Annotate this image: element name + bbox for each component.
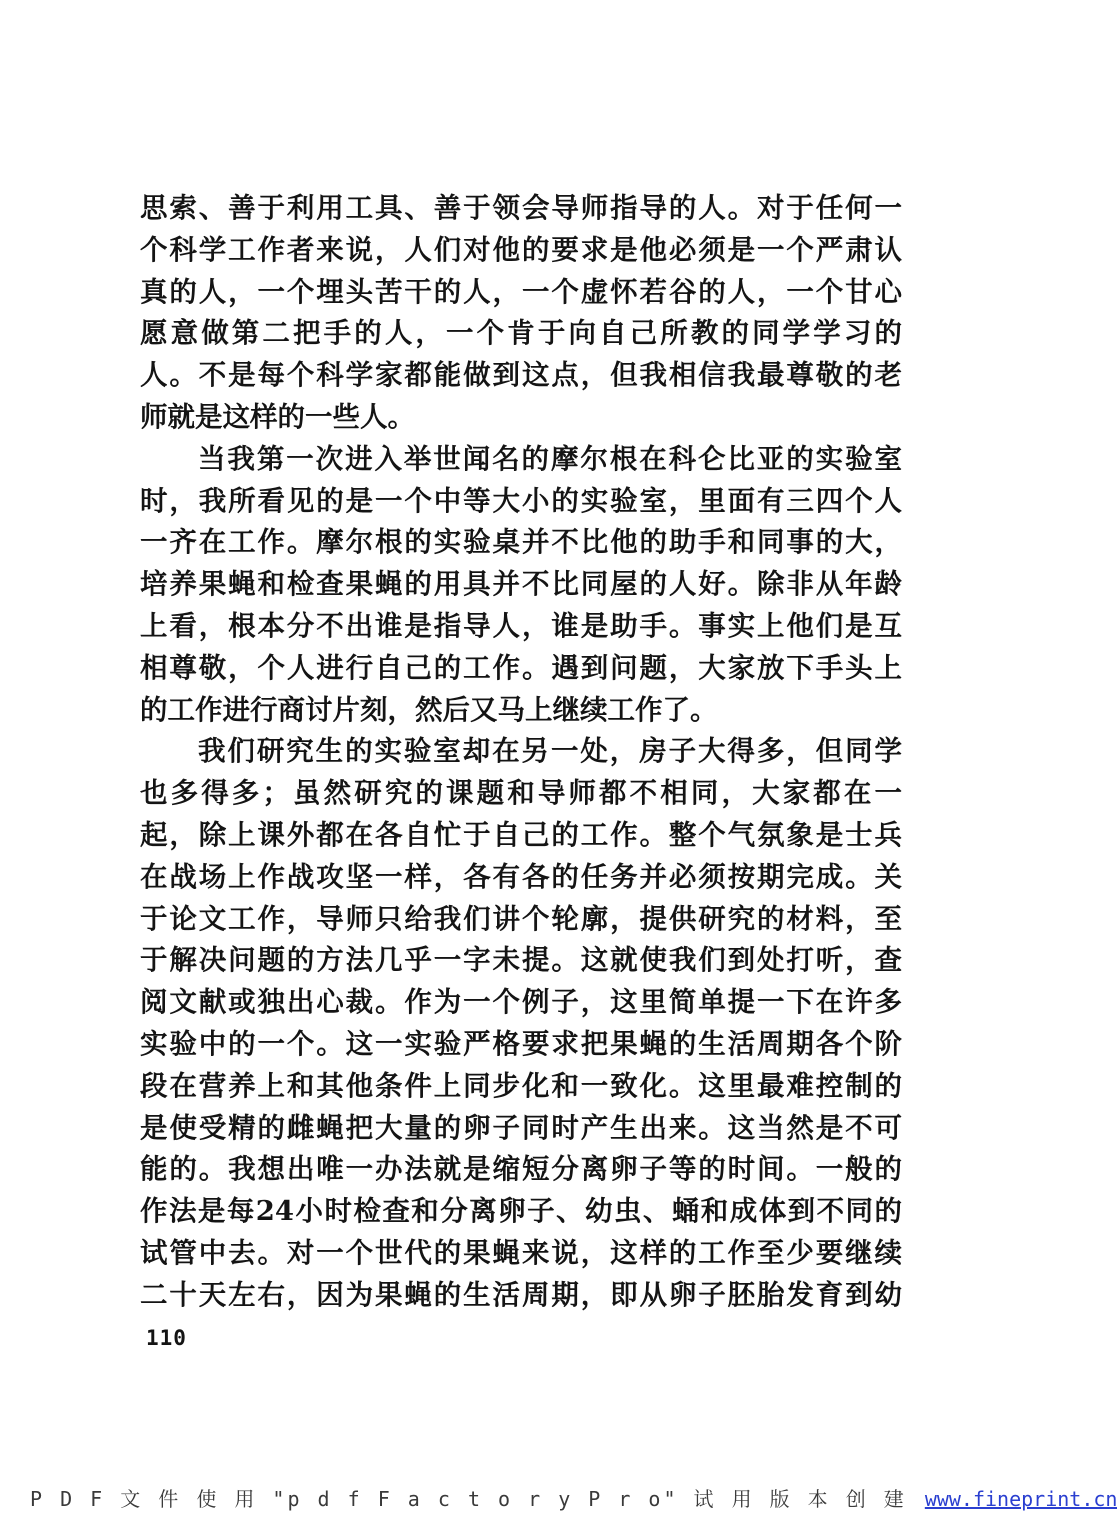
text-line: 在战场上作战攻坚一样，各有各的任务并必须按期完成。关 <box>140 860 902 893</box>
text-line: 段在营养上和其他条件上同步化和一致化。这里最难控制的 <box>140 1069 902 1102</box>
text-line: 于论文工作，导师只给我们讲个轮廓，提供研究的材料，至 <box>140 902 902 935</box>
text-line: 我们研究生的实验室却在另一处，房子大得多，但同学 <box>198 735 902 768</box>
text-line: 个科学工作者来说，人们对他的要求是他必须是一个严肃认 <box>140 233 902 266</box>
text-line: 师就是这样的一些人。 <box>140 400 415 433</box>
text-line: 的工作进行商讨片刻，然后又马上继续工作了。 <box>140 693 718 726</box>
text-line: 作法是每24小时检查和分离卵子、幼虫、蛹和成体到不同的 <box>140 1195 902 1228</box>
page-number: 110 <box>146 1326 187 1350</box>
text-line: 人。不是每个科学家都能做到这点，但我相信我最尊敬的老 <box>140 359 902 392</box>
text-line: 愿意做第二把手的人，一个肯于向自己所教的同学学习的 <box>140 317 902 350</box>
text-line: 也多得多；虽然研究的课题和导师都不相同，大家都在一 <box>140 777 902 810</box>
text-line: 时，我所看见的是一个中等大小的实验室，里面有三四个人 <box>140 484 902 517</box>
body-text <box>140 188 902 1317</box>
text-line: 试管中去。对一个世代的果蝇来说，这样的工作至少要继续 <box>140 1236 902 1269</box>
pdf-watermark <box>30 1486 1117 1512</box>
text-line: 一齐在工作。摩尔根的实验桌并不比他的助手和同事的大， <box>140 526 902 559</box>
text-line: 培养果蝇和检查果蝇的用具并不比同屋的人好。除非从年龄 <box>140 568 902 601</box>
text-line: 阅文献或独出心裁。作为一个例子，这里简单提一下在许多 <box>140 986 902 1019</box>
text-line: 实验中的一个。这一实验严格要求把果蝇的生活周期各个阶 <box>140 1027 902 1060</box>
text-line: 相尊敬，个人进行自己的工作。遇到问题，大家放下手头上 <box>140 651 902 684</box>
text-line: 二十天左右，因为果蝇的生活周期，即从卵子胚胎发育到幼 <box>140 1278 902 1311</box>
text-line: 起，除上课外都在各自忙于自己的工作。整个气氛象是士兵 <box>140 818 902 851</box>
watermark-link[interactable]: www.fineprint.cn <box>924 1487 1117 1511</box>
text-line: 真的人，一个埋头苦干的人，一个虚怀若谷的人，一个甘心 <box>140 275 902 308</box>
watermark-text: P D F 文 件 使 用 "p d f F a c t o r y P r o" 试 用 版 本 创 建 <box>30 1487 907 1511</box>
text-line: 是使受精的雌蝇把大量的卵子同时产生出来。这当然是不可 <box>140 1111 902 1144</box>
text-line: 当我第一次进入举世闻名的摩尔根在科仑比亚的实验室 <box>198 442 902 475</box>
text-line: 能的。我想出唯一办法就是缩短分离卵子等的时间。一般的 <box>140 1153 902 1186</box>
text-line: 思索、善于利用工具、善于领会导师指导的人。对于任何一 <box>140 192 902 224</box>
text-line: 上看，根本分不出谁是指导人，谁是助手。事实上他们是互 <box>140 609 902 642</box>
text-line: 于解决问题的方法几乎一字未提。这就使我们到处打听，查 <box>140 944 902 977</box>
